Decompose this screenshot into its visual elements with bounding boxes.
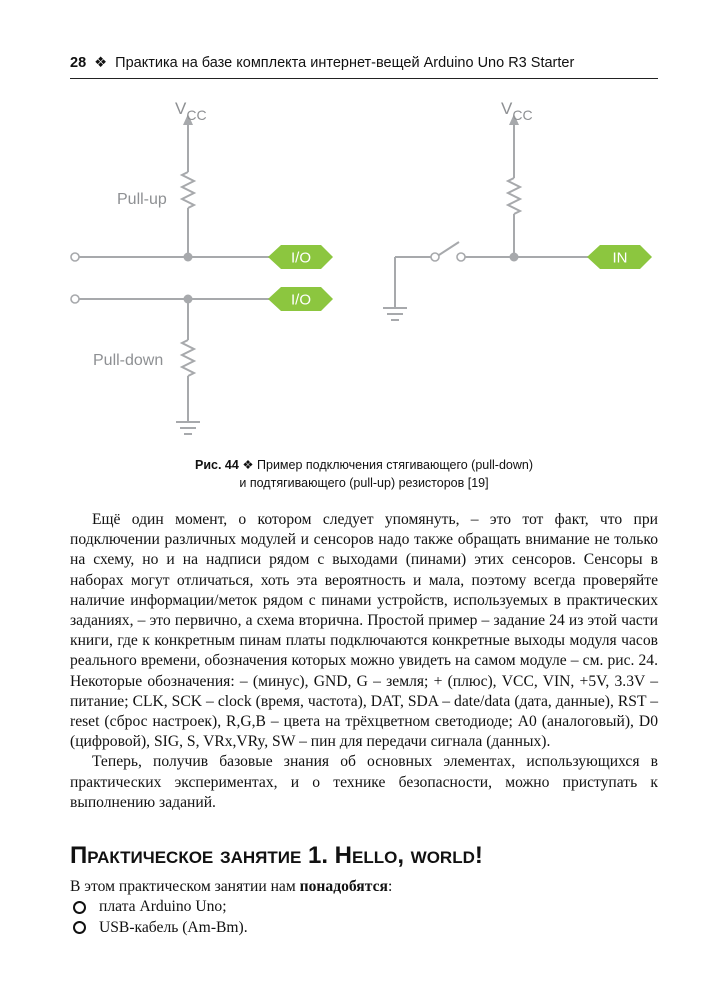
pullup-label: Pull-up	[117, 191, 167, 208]
figure-number: Рис. 44	[195, 458, 239, 472]
header-separator: ❖	[94, 55, 108, 71]
circle-bullet-icon	[73, 901, 86, 914]
junction-top	[184, 253, 193, 262]
io-bottom-label: I/O	[290, 291, 312, 309]
paragraph: Теперь, получив базовые знания об основных элементах, использующихся в практических экспериментах, и о технике безопасности, можно приступать к выполнению заданий.	[70, 753, 658, 811]
list-item: плата Arduino Uno;	[73, 897, 633, 918]
io-top-label: I/O	[290, 249, 312, 267]
resistor-figure	[55, 92, 675, 447]
caption-separator: ❖	[242, 458, 254, 472]
intro-bold: понадобятся	[299, 878, 388, 895]
header-rule	[70, 78, 658, 79]
figure-caption	[70, 456, 658, 492]
running-header	[70, 55, 658, 77]
pulldown-label: Pull-down	[93, 352, 164, 369]
caption-line-2: и подтягивающего (pull-up) резисторов [19]	[239, 476, 489, 490]
terminal-bottom-left	[71, 295, 79, 303]
junction-bottom	[184, 295, 193, 304]
switch-contact-right	[457, 253, 465, 261]
paragraph: Ещё один момент, о котором следует упомянуть, – это тот факт, что при подключении различных модулей и сенсоров надо также обращать внимание не только на схему, но и на надписи рядом с выходами (пинами) этих сенсоров. Сенсоры в наборах могут отличаться, хоть эта вероятность и мала, поэтому всегда проверяйте наличие информации/меток рядом с пинами устройств, используемых в практических заданиях, – это первично, а схема вторична. Простой пример – задание 24 из этой части книги, где к конкретным пинам платы подключаются конкретные выходы модуля часов реального времени, обозначения которых можно увидеть на самом модуле – см. рис. 24. Некоторые обозначения: – (минус), GND, G – земля; + (плюс), VCC, VIN, +5V, 3.3V – питание; CLK, SCK – clock (время, частота), DAT, SDA – date/data (дата, данные), RST – reset (сброс настроек), R,G,B – цвета на трёхцветном светодиоде; A0 (аналоговый), D0 (цифровой), SIG, S, VRx,VRy, SW – пин для передачи сигнала (данных).	[70, 511, 658, 751]
junction-right	[510, 253, 519, 262]
list-item: USB-кабель (Am-Bm).	[73, 918, 633, 939]
body-text	[70, 510, 658, 813]
pullup-resistor-symbol	[182, 172, 194, 208]
header-title: Практика на базе комплекта интернет-вещей Arduino Uno R3 Starter	[115, 55, 575, 71]
caption-line-1: Пример подключения стягивающего (pull-down)	[257, 458, 533, 472]
materials-list	[73, 897, 633, 938]
switch-contact-left	[431, 253, 439, 261]
pulldown-resistor-symbol	[182, 340, 194, 376]
vcc-label-left: $V_{CC}$	[175, 99, 207, 123]
section-intro: В этом практическом занятии нам понадобятся:	[70, 878, 393, 895]
switch-blade	[439, 242, 459, 255]
in-label: IN	[612, 249, 628, 267]
right-resistor-symbol	[508, 178, 520, 214]
section-heading: Практическое занятие 1. Hello, world!	[70, 842, 483, 869]
page-number: 28	[70, 55, 87, 71]
circle-bullet-icon	[73, 921, 86, 934]
vcc-label-right: $V_{CC}$	[501, 99, 533, 123]
terminal-top-left	[71, 253, 79, 261]
